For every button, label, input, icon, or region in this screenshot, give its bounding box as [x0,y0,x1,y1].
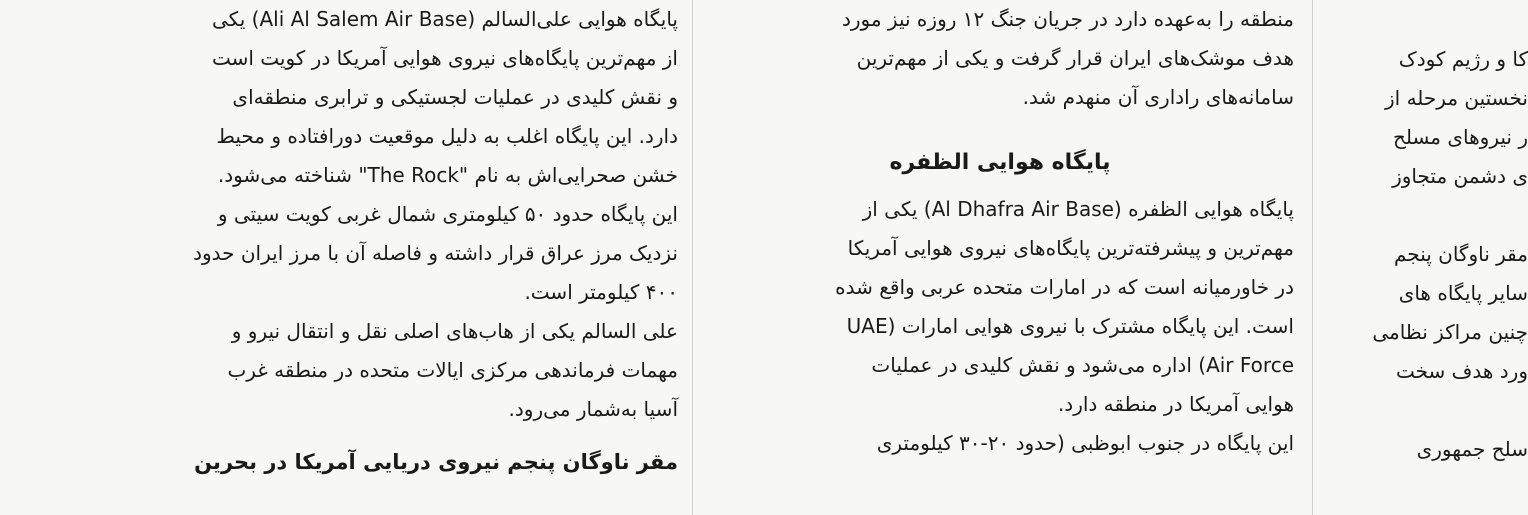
text-line: پایگاه هوایی علی‌السالم (Ali Al Salem Air Base) یکی [212,7,678,31]
text-line: از مهم‌ترین پایگاه‌های نیروی هوایی آمریکا در کویت است [211,46,678,70]
text-line: سامانه‌های راداری آن منهدم شد. [1022,85,1294,109]
text-line: مهم‌ترین و پیشرفته‌ترین پایگاه‌های نیروی هوایی آمریکا [847,236,1294,260]
text-line: دارد. این پایگاه اغلب به دلیل موقعیت دورافتاده و محیط [216,124,678,148]
middle-article-column [706,0,1294,463]
text-line: هدف موشک‌های ایران قرار گرفت و یکی از مهم‌ترین [856,46,1294,70]
paragraph-gap [1328,391,1528,430]
column-divider-right [1312,0,1313,515]
text-line: این پایگاه حدود ۵۰ کیلومتری شمال غربی کویت سیتی و [217,202,678,226]
paragraph-gap [1328,196,1528,235]
middle-body-paragraph [706,190,1294,463]
text-line: مهمات فرماندهی مرکزی ایالات متحده در منطقه غرب [227,358,678,382]
text-line: آسیا به‌شمار می‌رود. [508,397,678,421]
text-line: مقر ناوگان پنجم [1393,242,1528,266]
section-heading-fifth-fleet: مقر ناوگان پنجم نیروی دریایی آمریکا در بحرین [194,450,678,474]
text-line: هوایی آمریکا در منطقه دارد. [1057,392,1294,416]
text-line: ی دشمن متجاوز [1392,164,1528,188]
text-line: کا و رژیم کودک [1398,47,1528,71]
text-line: این پایگاه در جنوب ابوظبی (حدود ۲۰-۳۰ کیلومتری [876,431,1294,455]
right-article-column [1328,40,1528,469]
left-paragraph [80,0,678,429]
text-line: نخستین مرحله از [1385,86,1528,110]
column-divider-left [692,0,693,515]
text-line: ر نیروهای مسلح [1392,125,1528,149]
text-line: نزدیک مرز عراق قرار داشته و فاصله آن با مرز ایران حدود [193,241,678,265]
text-line: ورد هدف سخت [1395,359,1528,383]
text-line: Air Force) اداره می‌شود و نقش کلیدی در عملیات [871,353,1294,377]
text-line: خشن صحرایی‌اش به نام "The Rock" شناخته می‌شود. [217,163,678,187]
text-line: سلح جمهوری [1416,437,1528,461]
text-line: در خاورمیانه است که در امارات متحده عربی واقع شده [835,275,1294,299]
section-heading-al-dhafra: پایگاه هوایی الظفره [889,150,1111,175]
text-line: سایر پایگاه های [1398,281,1528,305]
left-article-column [80,0,678,482]
text-line: علی السالم یکی از هاب‌های اصلی نقل و انتقال نیرو و [231,319,678,343]
text-line: است. این پایگاه مشترک با نیروی هوایی امارات (UAE [846,314,1294,338]
text-line: منطقه را به‌عهده دارد در جریان جنگ ۱۲ روزه نیز مورد [841,7,1294,31]
text-line: پایگاه هوایی الظفره (Al Dhafra Air Base) یکی از [862,197,1294,221]
middle-intro-paragraph [706,0,1294,117]
text-line: چنین مراکز نظامی [1372,320,1528,344]
text-line: ۴۰۰ کیلومتر است. [524,280,678,304]
text-line: و نقش کلیدی در عملیات لجستیکی و ترابری منطقه‌ای [232,85,678,109]
